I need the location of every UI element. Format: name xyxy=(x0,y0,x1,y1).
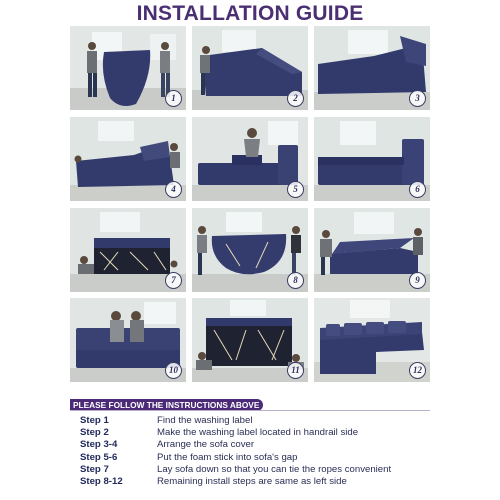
step-label: Step 1 xyxy=(80,415,109,426)
step-number-badge: 7 xyxy=(165,272,182,289)
step-number-badge: 5 xyxy=(287,181,304,198)
step-number-badge: 9 xyxy=(409,272,426,289)
step-photo-4 xyxy=(70,117,186,201)
instruction-row xyxy=(80,452,430,464)
step-number-badge: 4 xyxy=(165,181,182,198)
step-photo-9 xyxy=(314,208,430,292)
step-label: Step 5-6 xyxy=(80,451,118,463)
step-photo-3 xyxy=(314,26,430,110)
step-photo-7 xyxy=(70,208,186,292)
step-number-badge: 2 xyxy=(287,90,304,107)
step-photo-10 xyxy=(70,298,186,382)
step-description: Put the foam stick into sofa's gap xyxy=(157,451,298,463)
instruction-list xyxy=(80,415,430,488)
step-photo-6 xyxy=(314,117,430,201)
step-photo-1 xyxy=(70,26,186,110)
step-label: Step 3-4 xyxy=(80,439,118,451)
step-photo-grid xyxy=(70,26,430,386)
instruction-row xyxy=(80,476,430,488)
instruction-row xyxy=(80,439,430,451)
step-number-badge: 3 xyxy=(409,90,426,107)
step-number-badge: 1 xyxy=(165,90,182,107)
step-number-badge: 6 xyxy=(409,181,426,198)
step-number-badge: 12 xyxy=(409,362,426,379)
instruction-row xyxy=(80,427,430,439)
step-number-badge: 8 xyxy=(287,272,304,289)
step-description: Remaining install steps are same as left side xyxy=(157,475,347,487)
step-photo-12 xyxy=(314,298,430,382)
step-description: Make the washing label located in handrail side xyxy=(157,427,359,439)
step-label: Step 7 xyxy=(80,463,109,475)
step-photo-2 xyxy=(192,26,308,110)
step-number-badge: 11 xyxy=(287,362,304,379)
instruction-row xyxy=(80,415,430,427)
step-description: Find the washing label xyxy=(157,415,253,426)
step-number-badge: 10 xyxy=(165,362,182,379)
instructions-banner: PLEASE FOLLOW THE INSTRUCTIONS ABOVE xyxy=(70,399,263,411)
divider xyxy=(70,410,430,411)
instruction-row xyxy=(80,464,430,476)
page-title: INSTALLATION GUIDE xyxy=(136,2,364,25)
step-photo-5 xyxy=(192,117,308,201)
step-label: Step 2 xyxy=(80,427,109,439)
step-description: Lay sofa down so that you can tie the ropes convenient xyxy=(157,463,392,475)
step-description: Arrange the sofa cover xyxy=(157,439,255,451)
step-photo-8 xyxy=(192,208,308,292)
step-label: Step 8-12 xyxy=(80,475,123,487)
step-photo-11 xyxy=(192,298,308,382)
